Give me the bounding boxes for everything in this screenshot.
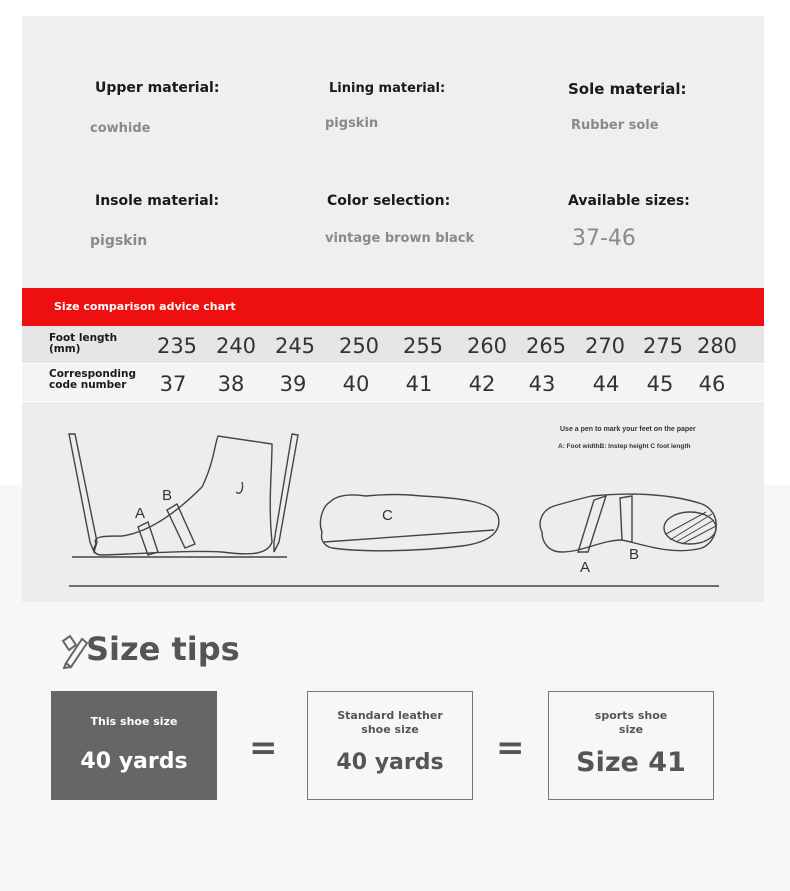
foot-length-cell: 255 bbox=[402, 334, 444, 358]
code-number-label-line2: code number bbox=[49, 379, 127, 391]
label-a-side: A bbox=[135, 505, 146, 522]
sports-shoe-value: Size 41 bbox=[576, 747, 686, 778]
size-chart-header bbox=[22, 288, 764, 326]
code-number-cell: 39 bbox=[279, 372, 307, 396]
upper-material-label: Upper material: bbox=[95, 80, 220, 96]
foot-length-cell: 240 bbox=[215, 334, 257, 358]
label-b-sole: B bbox=[629, 546, 640, 563]
foot-length-cell: 270 bbox=[584, 334, 626, 358]
ankle-mark-icon bbox=[236, 482, 243, 493]
available-sizes-value: 37-46 bbox=[572, 226, 636, 251]
this-shoe-size-value: 40 yards bbox=[80, 749, 188, 774]
material-spec-panel bbox=[22, 16, 764, 288]
code-number-cell: 46 bbox=[698, 372, 726, 396]
equals-sign-2: = bbox=[496, 728, 525, 768]
size-chart-title: Size comparison advice chart bbox=[54, 300, 236, 313]
top-foot-icon bbox=[320, 495, 498, 551]
sports-shoe-size-box bbox=[548, 691, 714, 800]
foot-length-cell: 265 bbox=[525, 334, 567, 358]
foot-length-label bbox=[49, 333, 117, 355]
lining-material-label: Lining material: bbox=[329, 81, 446, 96]
insole-material-value: pigskin bbox=[90, 233, 148, 249]
foot-length-cell: 280 bbox=[696, 334, 738, 358]
foot-length-cell: 250 bbox=[338, 334, 380, 358]
standard-leather-caption bbox=[308, 709, 472, 737]
lining-material-value: pigskin bbox=[325, 116, 379, 131]
code-number-label-line1: Corresponding bbox=[49, 368, 136, 380]
standard-leather-caption-line2: shoe size bbox=[361, 723, 419, 736]
sole-material-label: Sole material: bbox=[568, 80, 687, 98]
strap-b-icon bbox=[167, 504, 195, 548]
label-b-side: B bbox=[162, 487, 173, 504]
insole-material-label: Insole material: bbox=[95, 193, 220, 209]
size-tips-title: Size tips bbox=[86, 630, 240, 668]
foot-length-cell: 260 bbox=[466, 334, 508, 358]
sole-strap-b-icon bbox=[620, 496, 632, 542]
this-shoe-size-caption: This shoe size bbox=[90, 715, 178, 728]
equals-sign-1: = bbox=[249, 728, 278, 768]
code-number-cell: 44 bbox=[592, 372, 620, 396]
strap-a-icon bbox=[138, 522, 158, 555]
color-selection-label: Color selection: bbox=[327, 193, 451, 209]
code-number-cell: 45 bbox=[646, 372, 674, 396]
foot-length-label-line1: Foot length bbox=[49, 332, 118, 344]
standard-leather-value: 40 yards bbox=[336, 750, 444, 775]
pencil-left-icon bbox=[69, 434, 97, 552]
foot-length-row bbox=[22, 326, 764, 363]
diagram-instruction: Use a pen to mark your feet on the paper bbox=[560, 426, 696, 433]
code-number-cell: 37 bbox=[159, 372, 187, 396]
foot-measure-illustration bbox=[22, 402, 764, 602]
sports-shoe-caption-line1: sports shoe bbox=[594, 709, 668, 722]
foot-length-cell: 245 bbox=[274, 334, 316, 358]
length-ruler-icon bbox=[324, 530, 494, 542]
standard-leather-caption-line1: Standard leather bbox=[337, 709, 443, 722]
label-a-sole: A bbox=[580, 559, 591, 576]
code-number-cell: 41 bbox=[405, 372, 433, 396]
code-number-label bbox=[49, 369, 136, 391]
sports-shoe-caption-line2: size bbox=[618, 723, 644, 736]
available-sizes-label: Available sizes: bbox=[568, 193, 690, 209]
code-number-cell: 38 bbox=[217, 372, 245, 396]
foot-measure-diagram bbox=[22, 402, 764, 602]
side-foot-icon bbox=[94, 436, 272, 555]
foot-length-cell: 275 bbox=[642, 334, 684, 358]
sports-shoe-caption bbox=[549, 709, 713, 737]
foot-length-label-line2: (mm) bbox=[49, 343, 81, 355]
foot-length-cell: 235 bbox=[156, 334, 198, 358]
this-shoe-size-box bbox=[51, 691, 217, 800]
code-number-cell: 43 bbox=[528, 372, 556, 396]
diagram-legend: A: Foot widthB: Instep height C foot length bbox=[558, 443, 691, 450]
upper-material-value: cowhide bbox=[90, 121, 151, 136]
standard-leather-size-box bbox=[307, 691, 473, 800]
code-number-row bbox=[22, 364, 764, 401]
code-number-cell: 42 bbox=[468, 372, 496, 396]
label-c-top: C bbox=[382, 507, 393, 524]
sole-material-value: Rubber sole bbox=[571, 118, 659, 133]
code-number-cell: 40 bbox=[342, 372, 370, 396]
pencil-right-icon bbox=[274, 434, 298, 552]
color-selection-value: vintage brown black bbox=[325, 231, 475, 246]
